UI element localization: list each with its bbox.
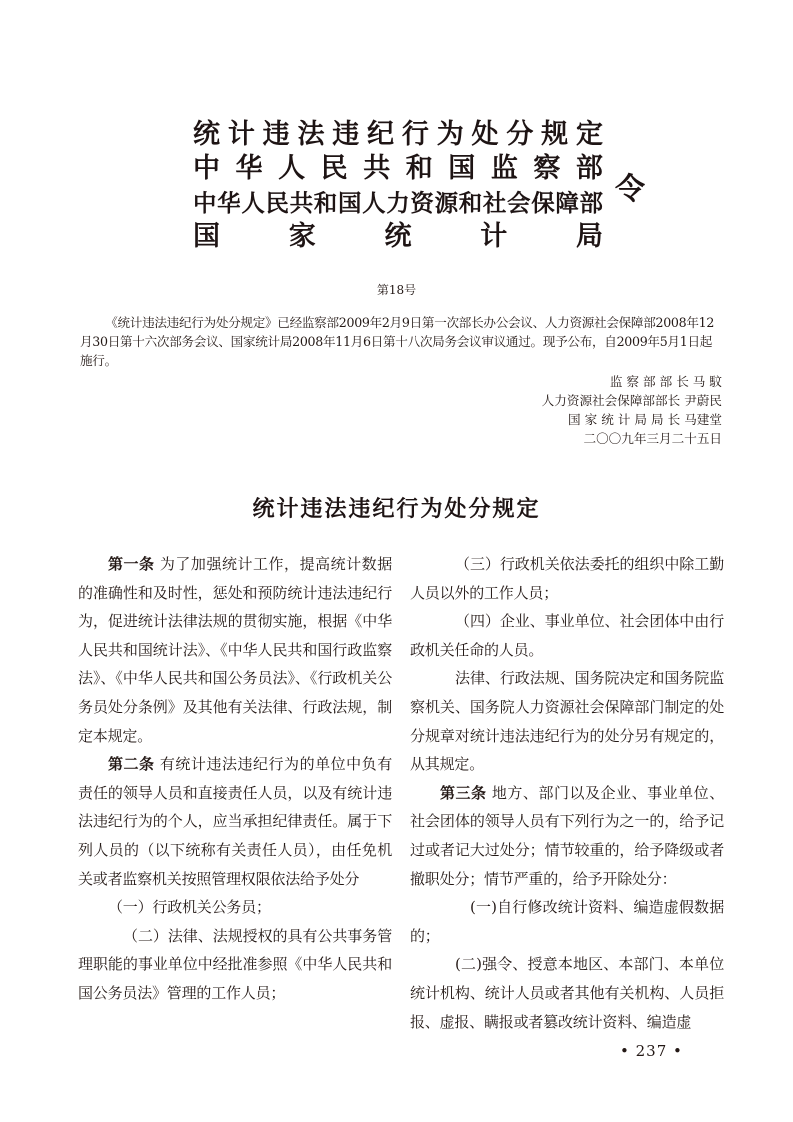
header-line-2 bbox=[193, 152, 603, 186]
header-char: 国 bbox=[337, 189, 362, 217]
article-1 bbox=[78, 550, 392, 750]
article-label: 第二条 bbox=[108, 755, 155, 774]
list-item: （二）法律、法规授权的具有公共事务管理职能的事业单位中经批准参照《中华人民共和国公务员法》管理的工作人员； bbox=[78, 926, 392, 1002]
header-char: 力 bbox=[386, 189, 410, 217]
header-char: 定 bbox=[575, 119, 603, 150]
header-char: 人 bbox=[278, 153, 306, 184]
header-char: 部 bbox=[579, 189, 603, 217]
header-char: 违 bbox=[262, 119, 290, 150]
header-char: 资 bbox=[410, 189, 434, 217]
header-char: 华 bbox=[235, 153, 263, 184]
header-char: 处 bbox=[471, 119, 499, 150]
header-char: 监 bbox=[490, 153, 518, 184]
list-item: (一)自行修改统计资料、编造虚假数据的； bbox=[410, 898, 724, 945]
header-char: 人 bbox=[362, 189, 386, 217]
order-number: 第18号 bbox=[376, 283, 417, 297]
article-3 bbox=[410, 779, 724, 893]
header-line-3 bbox=[193, 186, 603, 220]
header-char: 源 bbox=[434, 189, 459, 217]
header-char: 会 bbox=[507, 189, 531, 217]
header-char: 和 bbox=[458, 189, 483, 217]
header-char: 人 bbox=[241, 189, 265, 217]
header-char: 计 bbox=[480, 221, 508, 252]
list-item: （一）行政机关公务员； bbox=[108, 898, 271, 917]
right-column bbox=[410, 550, 724, 1036]
article-label: 第三条 bbox=[440, 783, 487, 802]
header-char: 统 bbox=[193, 119, 220, 150]
header-char: 中 bbox=[193, 189, 217, 217]
header-char: 规 bbox=[541, 119, 569, 150]
header-char: 部 bbox=[575, 153, 603, 184]
header-char: 华 bbox=[217, 189, 241, 217]
signature-line: 国 家 统 计 局 局 长 马建堂 bbox=[568, 412, 722, 427]
decree-mark: 令 bbox=[615, 172, 645, 207]
article-text: 地方、部门以及企业、事业单位、社会团体的领导人员有下列行为之一的，给予记过或者记大过处分；情节较重的，给予降级或者撤职处分；情节严重的，给予开除处分： bbox=[410, 783, 724, 888]
article-text: 有统计违法违纪行为的单位中负有责任的领导人员和直接责任人员，以及有统计违法违纪行为的个人，应当承担纪律责任。属于下列人员的（以下统称有关责任人员），由任免机关或者监察机关按照管理权限依法给予处分 bbox=[78, 755, 392, 888]
header-char: 局 bbox=[576, 221, 603, 252]
header-char: 国 bbox=[448, 153, 476, 184]
left-column bbox=[78, 550, 392, 1008]
header-char: 中 bbox=[193, 153, 220, 184]
signature-line: 人力资源社会保障部部长 尹蔚民 bbox=[541, 393, 722, 408]
signature-date: 二〇〇九年三月二十五日 bbox=[583, 431, 722, 446]
page-number: • 237 • bbox=[620, 1042, 683, 1060]
header-char: 统 bbox=[384, 221, 412, 252]
header-char: 纪 bbox=[367, 119, 395, 150]
header-line-4 bbox=[193, 220, 603, 254]
signature-line: 监 察 部 部 长 马 馼 bbox=[609, 374, 722, 389]
article-2 bbox=[78, 750, 392, 893]
list-item: （三）行政机关依法委托的组织中除工勤人员以外的工作人员； bbox=[410, 555, 724, 602]
header-char: 保 bbox=[531, 189, 555, 217]
list-item: （四）企业、事业单位、社会团体中由行政机关任命的人员。 bbox=[410, 612, 724, 659]
preamble-text: 《统计违法违纪行为处分规定》已经监察部2009年2月9日第一次部长办公会议、人力资源社会保障部2008年12月30日第十六次部务会议、国家统计局2008年11月6日第十八次局务会议审议通过。现予公布，自2009年5月1日起施行。 bbox=[80, 315, 715, 368]
header-char: 共 bbox=[289, 189, 314, 217]
header-char: 障 bbox=[555, 189, 579, 217]
header-char: 和 bbox=[405, 153, 433, 184]
header-char: 共 bbox=[363, 153, 391, 184]
header-char: 为 bbox=[436, 119, 464, 150]
header-char: 察 bbox=[533, 153, 561, 184]
header-char: 和 bbox=[313, 189, 338, 217]
header-line-1 bbox=[193, 118, 603, 152]
header-char: 法 bbox=[297, 119, 325, 150]
preamble-and-signatures bbox=[80, 313, 722, 448]
header-char: 计 bbox=[227, 119, 255, 150]
signatures bbox=[80, 372, 722, 448]
header-char: 违 bbox=[332, 119, 360, 150]
header-char: 社 bbox=[482, 189, 507, 217]
paragraph: 法律、行政法规、国务院决定和国务院监察机关、国务院人力资源社会保障部门制定的处分规章对统计违法违纪行为的处分另有规定的，从其规定。 bbox=[410, 669, 724, 774]
preamble bbox=[80, 313, 722, 370]
list-item: (二)强令、授意本地区、本部门、本单位统计机构、统计人员或者其他有关机构、人员拒报、虚报、瞒报或者篡改统计资料、编造虚 bbox=[410, 955, 724, 1031]
header-char: 国 bbox=[193, 221, 220, 252]
header-char: 分 bbox=[506, 119, 534, 150]
header-char: 家 bbox=[288, 221, 316, 252]
header-char: 民 bbox=[265, 189, 289, 217]
document-title: 统计违法违纪行为处分规定 bbox=[252, 497, 541, 522]
header-char: 民 bbox=[320, 153, 348, 184]
header-char: 行 bbox=[401, 119, 429, 150]
decree-header bbox=[193, 118, 603, 254]
article-text: 为了加强统计工作，提高统计数据的准确性和及时性，惩处和预防统计违法违纪行为，促进统计法律法规的贯彻实施，根据《中华人民共和国统计法》、《中华人民共和国行政监察法》、《中华人民共和国公务员法》、《行政机关公务员处分条例》及其他有关法律、行政法规，制定本规定。 bbox=[78, 555, 392, 745]
article-label: 第一条 bbox=[108, 555, 155, 573]
